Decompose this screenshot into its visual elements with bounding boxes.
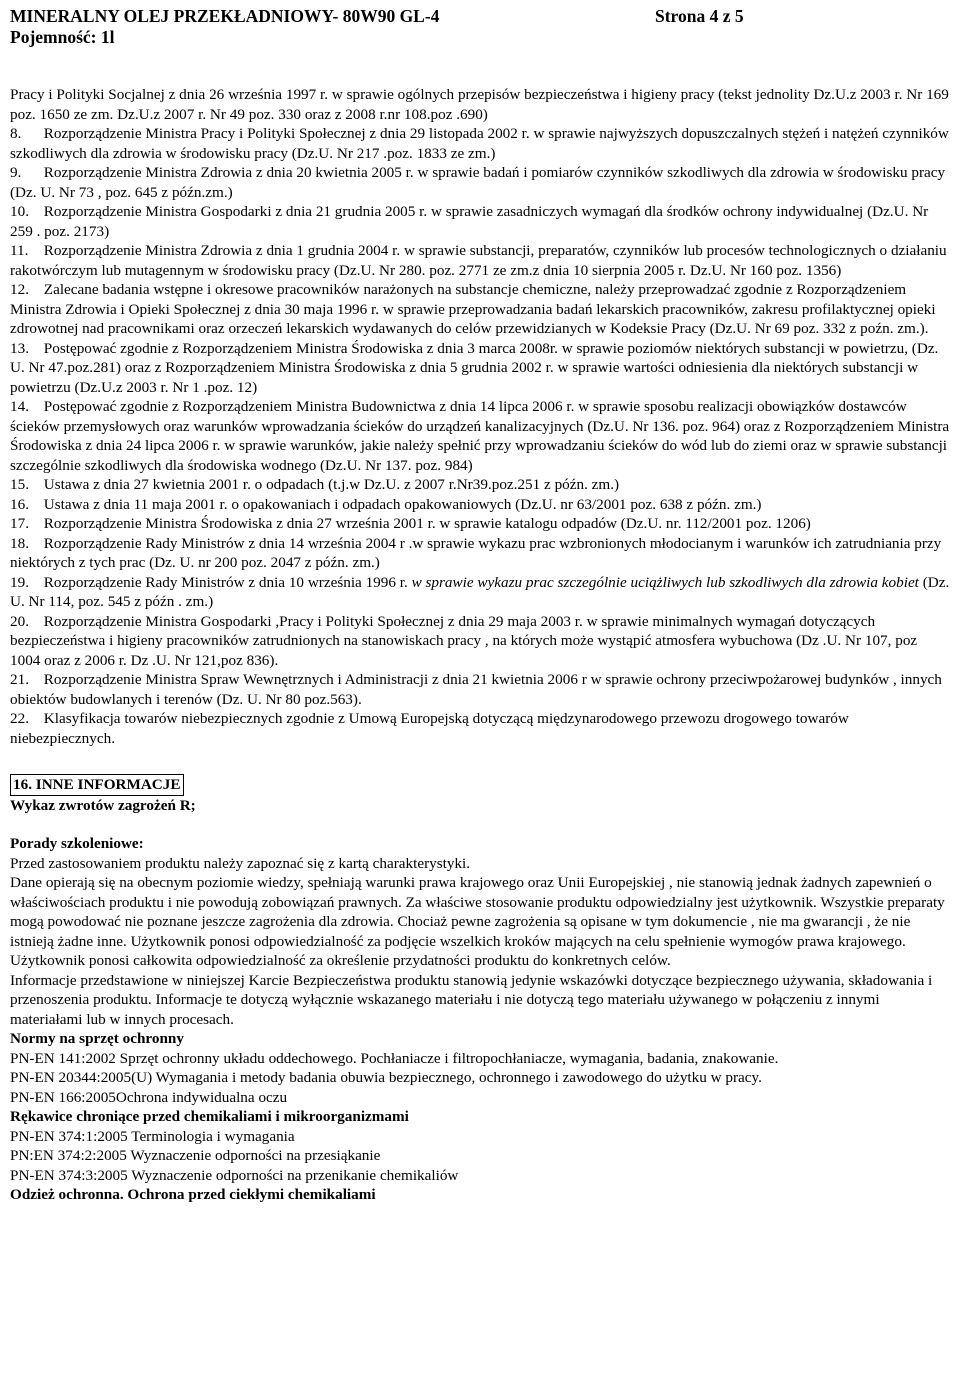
item-number: 20.: [10, 612, 29, 630]
list-item: [10, 709, 950, 748]
list-item: [10, 670, 950, 709]
gloves-heading: Rękawice chroniące przed chemikaliami i mikroorganizmami: [10, 1108, 409, 1125]
item-number: 10.: [10, 203, 29, 220]
list-item: [10, 339, 950, 398]
item-number: 8.: [10, 125, 22, 142]
item-number: 14.: [10, 398, 29, 415]
item-number: 13.: [10, 339, 29, 357]
list-item: [10, 397, 950, 475]
norm-line: PN-EN 20344:2005(U) Wymagania i metody badania obuwia bezpiecznego, ochronnego i zawodowego do użytku w pracy.: [10, 1069, 762, 1086]
item-text: Rozporządzenie Ministra Spraw Wewnętrznych i Administracji z dnia 21 kwietnia 2006 r w sprawie ochrony przeciwpożarowej budynków , innych obiektów budowlanych i terenów (Dz. U. Nr 80 poz.563).: [10, 671, 942, 708]
item-text: Ustawa z dnia 27 kwietnia 2001 r. o odpadach (t.j.w Dz.U. z 2007 r.Nr39.poz.251 z późn. zm.): [43, 476, 620, 493]
product-title: MINERALNY OLEJ PRZEKŁADNIOWY- 80W90 GL-4: [10, 6, 440, 26]
list-item: [10, 241, 950, 280]
r-phrases-heading: Wykaz zwrotów zagrożeń R;: [10, 796, 196, 814]
item-text: Klasyfikacja towarów niebezpiecznych zgodnie z Umową Europejską dotyczącą międzynarodowego przewozu drogowego towarów niebezpiecznych.: [10, 710, 849, 747]
list-item: [10, 612, 950, 671]
item-text: Rozporządzenie Ministra Pracy i Polityki Społecznej z dnia 29 listopada 2002 r. w sprawie najwyższych dopuszczalnych stężeń i natężeń czynników szkodliwych dla zdrowia w środowisku pracy (Dz.U. Nr 217 .poz. 1833 ze zm.): [10, 125, 949, 162]
clothing-heading: Odzież ochronna. Ochrona przed ciekłymi chemikaliami: [10, 1186, 376, 1203]
intro-paragraph: Pracy i Polityki Socjalnej z dnia 26 września 1997 r. w sprawie ogólnych przepisów bezpieczeństwa i higieny pracy (tekst jednolity Dz.U.z 2003 r. Nr 169 poz. 1650 ze zm. Dz.U.z 2007 r. Nr 49 poz. 330 oraz z 2008 r.nr 108.poz .690): [10, 86, 949, 123]
page-header: [10, 6, 945, 48]
item-number: 18.: [10, 534, 29, 552]
section-16-title: 16. INNE INFORMACJE: [10, 774, 184, 796]
list-item: [10, 495, 950, 515]
item-text: Rozporządzenie Ministra Gospodarki ,Pracy i Polityki Społecznej z dnia 29 maja 2003 r. w sprawie minimalnych wymagań dotyczących bezpieczeństwa i higieny pracowników zatrudnionych na stanowiskach pracy , na których może wystąpić atmosfera wybuchowa (Dz .U. Nr 107, poz 1004 oraz z 2006 r. Dz .U. Nr 121,poz 836).: [10, 612, 918, 669]
norm-line: PN-EN 374:3:2005 Wyznaczenie odporności na przenikanie chemikaliów: [10, 1166, 459, 1184]
spacer: [10, 815, 950, 834]
norm-line: PN-EN 141:2002 Sprzęt ochronny układu oddechowego. Pochłaniacze i filtropochłaniacze, wymagania, badania, znakowanie.: [10, 1049, 779, 1067]
item-number: 11.: [10, 242, 29, 259]
item-number: 15.: [10, 476, 29, 493]
list-item: [10, 202, 950, 241]
norm-line: PN:EN 374:2:2005 Wyznaczenie odporności na przesiąkanie: [10, 1147, 381, 1164]
item-number: 9.: [10, 164, 22, 181]
item-text: Postępować zgodnie z Rozporządzeniem Ministra Środowiska z dnia 3 marca 2008r. w sprawie poziomów niektórych substancji w powietrzu, (Dz. U. Nr 47.poz.281) oraz z Rozporządzeniem Ministra Środowiska z dnia 5 grudnia 2002 r. w sprawie wartości odniesienia dla niektórych substancji w powietrzu (Dz.U.z 2003 r. Nr 1 .poz. 12): [10, 339, 939, 396]
list-item: [10, 475, 950, 495]
training-paragraphs: [10, 854, 950, 1030]
item-number: 22.: [10, 710, 29, 727]
list-item: [10, 573, 950, 612]
list-item: [10, 163, 950, 202]
item-text: Zalecane badania wstępne i okresowe pracowników narażonych na substancje chemiczne, należy przeprowadzać zgodnie z Rozporządzeniem Ministra Zdrowia i Opieki Społecznej z dnia 30 maja 1996 r. w sprawie przeprowadzania badań lekarskich pracowników, zakresu profilaktycznej opieki zdrowotnej nad pracownikami oraz orzeczeń lekarskich wydawanych do celów przewidzianych w Kodeksie Pracy (Dz.U. Nr 69 poz. 332 z poźn. zm.).: [10, 281, 936, 337]
norms-heading: Normy na sprzęt ochronny: [10, 1030, 184, 1047]
item-number: 16.: [10, 495, 29, 513]
regulation-list: [10, 124, 950, 573]
item-text: Rozporządzenie Rady Ministrów z dnia 14 września 2004 r .w sprawie wykazu prac wzbronionych młodocianym i warunków ich zatrudniania przy niektórych z tych prac (Dz. U. nr 200 poz. 2047 z późn. zm.): [10, 534, 942, 571]
list-item: [10, 534, 950, 573]
item-text: Rozporządzenie Ministra Zdrowia z dnia 1 grudnia 2004 r. w sprawie substancji, preparatów, czynników lub procesów technologicznych o działaniu rakotwórczym lub mutagennym w środowisku pracy (Dz.U. Nr 280. poz. 2771 ze zm.z dnia 10 sierpnia 2005 r. Dz.U. Nr 160 poz. 1356): [10, 242, 947, 279]
list-item: [10, 124, 950, 163]
item-number: 12.: [10, 281, 29, 298]
item-italic-text: w sprawie wykazu prac szczególnie uciążliwych lub szkodliwych dla zdrowia kobiet: [411, 573, 919, 591]
norm-list: [10, 1049, 950, 1108]
product-volume: Pojemność: 1l: [10, 27, 115, 47]
page-number: Strona 4 z 5: [655, 6, 744, 26]
item-text: Rozporządzenie Ministra Środowiska z dnia 27 września 2001 r. w sprawie katalogu odpadów (Dz.U. nr. 112/2001 poz. 1206): [43, 515, 811, 532]
regulation-list-continued: [10, 612, 950, 749]
list-item: [10, 280, 950, 339]
training-paragraph: Dane opierają się na obecnym poziomie wiedzy, spełniają warunki prawa krajowego oraz Unii Europejskiej , nie stanowią jednak żadnych zapewnień o właściwościach produktu i nie powodują zobowiązań prawnych. Za właściwe stosowanie produktu odpowiedzialny jest użytkownik. Wszystkie preparaty mogą powodować nie poznane jeszcze zagrożenia dla zdrowia. Chociaż pewne zagrożenia są opisane w tym dokumencie , nie ma gwarancji , że nie istnieją żadne inne. Użytkownik ponosi odpowiedzialność za podjęcie wszelkich kroków mających na celu spełnienie wymogów prawa krajowego.: [10, 874, 945, 950]
item-rest-text: (Dz. U. Nr 114, poz. 545 z późn . zm.): [10, 573, 950, 610]
training-paragraph: Informacje przedstawione w niniejszej Karcie Bezpieczeństwa produktu stanowią jedynie wskazówki dotyczące bezpiecznego używania, składowania i przenoszenia produktu. Informacje te dotyczą wyłącznie wskazanego materiału i nie dotyczą tego materiału używanego w połączeniu z innymi materiałami lub w innych procesach.: [10, 971, 933, 1028]
training-paragraph: Przed zastosowaniem produktu należy zapoznać się z kartą charakterystyki.: [10, 854, 471, 872]
item-number: 21.: [10, 671, 29, 688]
item-number: 17.: [10, 515, 29, 532]
norm-line: PN-EN 166:2005Ochrona indywidualna oczu: [10, 1088, 288, 1106]
item-number: 19.: [10, 573, 29, 591]
list-item: [10, 514, 950, 534]
item-text: Rozporządzenie Ministra Zdrowia z dnia 20 kwietnia 2005 r. w sprawie badań i pomiarów czynników szkodliwych dla zdrowia w środowisku pracy (Dz. U. Nr 73 , poz. 645 z późn.zm.): [10, 164, 946, 201]
norm-line: PN-EN 374:1:2005 Terminologia i wymagania: [10, 1127, 295, 1145]
item-text: Ustawa z dnia 11 maja 2001 r. o opakowaniach i odpadach opakowaniowych (Dz.U. nr 63/2001 poz. 638 z późn. zm.): [43, 495, 762, 513]
document-body: [10, 85, 950, 1205]
item-text: Rozporządzenie Rady Ministrów z dnia 10 września 1996 r.: [43, 573, 408, 591]
training-paragraph: Użytkownik ponosi całkowita odpowiedzialność za określenie przydatności produktu do konkretnych celów.: [10, 952, 671, 969]
gloves-norm-list: [10, 1127, 950, 1186]
training-heading: Porady szkoleniowe:: [10, 835, 144, 852]
item-text: Postępować zgodnie z Rozporządzeniem Ministra Budownictwa z dnia 14 lipca 2006 r. w sprawie sposobu realizacji obowiązków dostawców ścieków przemysłowych oraz warunków wprowadzania ścieków do urządzeń kanalizacyjnych (Dz.U. Nr 136. poz. 964) oraz z Rozporządzeniem Ministra Środowiska z dnia 24 lipca 2006 r. w sprawie warunków, jakie należy spełnić przy wprowadzaniu ścieków do wód lub do ziemi oraz w sprawie substancji szczególnie szkodliwych dla środowiska wodnego (Dz.U. Nr 137. poz. 984): [10, 398, 950, 474]
item-text: Rozporządzenie Ministra Gospodarki z dnia 21 grudnia 2005 r. w sprawie zasadniczych wymagań dla środków ochrony indywidualnej (Dz.U. Nr 259 . poz. 2173): [10, 203, 929, 240]
